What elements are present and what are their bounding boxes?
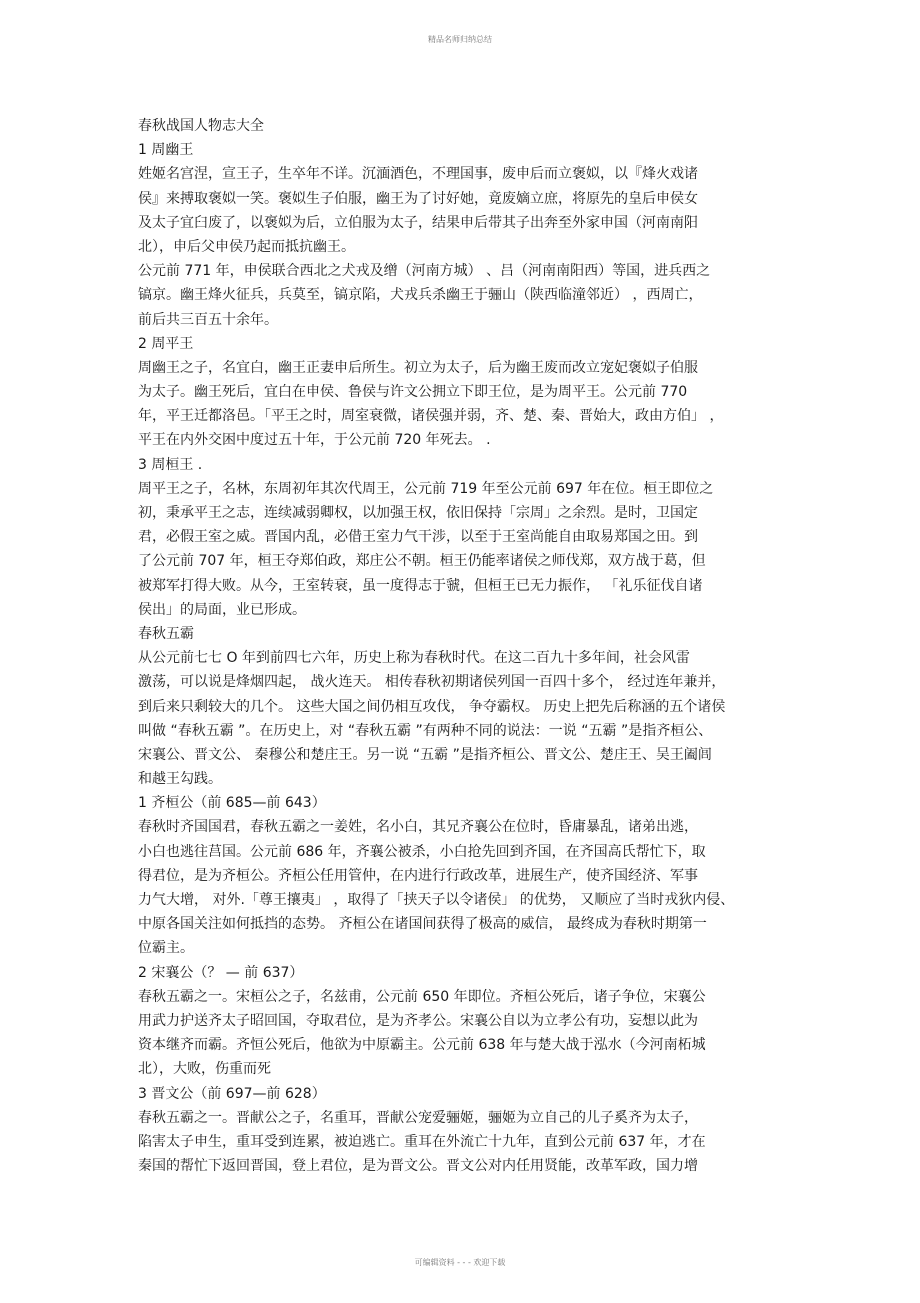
text-line: 年，平王迁都洛邑。「平王之时，周室衰微，诸侯强并弱，齐、楚、秦、晋始大，政由方伯」 ， [138,408,724,425]
text-line: 1 周幽王 [138,142,194,159]
text-line: 3 晋文公（前 697—前 628） [138,1085,326,1102]
text-line: 1 齐桓公（前 685—前 643） [138,795,326,812]
text-line: 春秋五霸之一。宋桓公之子，名兹甫，公元前 650 年即位。齐桓公死后，诸子争位，宋襄公 [138,988,706,1005]
text-line: 到后来只剩较大的几个。 这些大国之间仍相互攻伐， 争夺霸权。 历史上把先后称涵的五个诸侯 [138,698,726,715]
text-line: 2 周平王 [138,335,194,352]
text-line: 叫做 “春秋五霸 ”。在历史上，对 “春秋五霸 ”有两种不同的说法：一说 “五霸 ”是指齐桓公、 [138,722,713,739]
text-line: 周幽王之子，名宜白，幽王正妻申后所生。初立为太子，后为幽王废而改立宠妃褒姒子伯服 [138,359,698,376]
page-footer: 可编辑资料 - - - 欢迎下载 [414,1258,506,1267]
text-line: 了公元前 707 年，桓王夺郑伯政，郑庄公不朝。桓王仍能率诸侯之师伐郑，双方战于葛，但 [138,553,706,570]
text-line: 春秋时齐国国君，春秋五霸之一姜姓，名小白，其兄齐襄公在位时，昏庸暴乱，诸弟出逃， [138,819,698,836]
text-line: 镐京。幽王烽火征兵，兵莫至，镐京陷，犬戎兵杀幽王于骊山（陕西临潼邻近） ，西周亡， [138,287,703,304]
text-line: 前后共三百五十余年。 [138,311,278,328]
text-line: 君，必假王室之威。晋国内乱，必借王室力气干涉，以至于王室尚能自由取易郑国之田。到 [138,529,698,546]
document-body [138,114,778,1178]
text-line: 春秋五霸 [138,625,194,642]
text-line: 周平王之子，名林，东周初年其次代周王，公元前 719 年至公元前 697 年在位。桓王即位之 [138,480,714,497]
text-line: 2 宋襄公（？ — 前 637） [138,964,304,981]
text-line: 初，秉承平王之志，连续减弱卿权，以加强王权，依旧保持「宗周」之余烈。是时，卫国定 [138,505,698,521]
text-line: 为太子。幽王死后，宜白在申侯、鲁侯与许文公拥立下即王位，是为周平王。公元前 770 [138,384,688,401]
text-line: 资本继齐而霸。齐恒公死后，他欲为中原霸主。公元前 638 年与楚大战于泓水（今河南柘城 [138,1037,706,1054]
text-line: 和越王勾践。 [138,771,222,788]
text-line: 中原各国关注如何抵挡的态势。 齐桓公在诸国间获得了极高的威信， 最终成为春秋时期第一 [138,916,707,933]
text-line: 侯出」的局面，业已形成。 [138,601,306,618]
text-line: 春秋战国人物志大全 [138,118,264,134]
text-line: 陷害太子申生，重耳受到连累，被迫逃亡。重耳在外流亡十九年，直到公元前 637 年，才在 [138,1133,706,1150]
text-line: 3 周桓王 . [138,456,203,473]
text-line: 宋襄公、晋文公、 秦穆公和楚庄王。另一说 “五霸 ”是指齐桓公、晋文公、楚庄王、吴王阖闾 [138,746,712,763]
text-line: 小白也逃往莒国。公元前 686 年，齐襄公被杀，小白抢先回到齐国，在齐国高氏帮忙下，取 [138,843,706,860]
text-line: 公元前 771 年，申侯联合西北之犬戎及缯（河南方城） 、吕（河南南阳西）等国，进兵西之 [138,263,711,280]
text-line: 北），申后父申侯乃起而抵抗幽王。 [138,238,355,255]
text-line: 春秋五霸之一。晋献公之子，名重耳，晋献公宠爱骊姬，骊姬为立自己的儿子奚齐为太子， [138,1109,698,1126]
text-line: 秦国的帮忙下返回晋国，登上君位，是为晋文公。晋文公对内任用贤能，改革军政，国力增 [138,1158,698,1175]
text-line: 姓姬名宫涅，宣王子，生卒年不详。沉湎酒色，不理国事，废申后而立褒姒，以『烽火戏诸 [138,166,698,183]
text-line: 平王在内外交困中度过五十年，于公元前 720 年死去。 . [138,432,491,449]
text-line: 位霸主。 [138,940,194,957]
text-line: 激荡，可以说是烽烟四起， 战火连天。 相传春秋初期诸侯列国一百四十多个， 经过连年兼并， [138,674,726,691]
text-line: 侯』来搏取褒姒一笑。褒姒生子伯服，幽王为了讨好她，竟废嫡立庶，将原先的皇后申侯女 [138,190,698,207]
text-line: 用武力护送齐太子昭回国，夺取君位，是为齐孝公。宋襄公自以为立孝公有功，妄想以此为 [138,1012,698,1029]
text-line: 得君位，是为齐桓公。齐桓公任用管仲，在内进行行政改革，进展生产，使齐国经济、军事 [138,867,698,884]
text-line: 及太子宜臼废了，以褒姒为后，立伯服为太子，结果申后带其子出奔至外家申国（河南南阳 [138,214,698,231]
text-line: 力气大增， 对外.「尊王攘夷」 ，取得了「挟天子以令诸侯」 的优势， 又顺应了当时戎狄内侵、 [138,892,735,908]
page-header: 精品名师归纳总结 [428,35,492,44]
text-line: 北），大败，伤重而死 [138,1061,271,1078]
text-line: 从公元前七七 O 年到前四七六年，历史上称为春秋时代。在这二百九十多年间，社会风雷 [138,650,690,667]
text-line: 被郑军打得大败。从今，王室转衰，虽一度得志于虢，但桓王已无力振作， 「礼乐征伐自诸 [138,577,703,594]
